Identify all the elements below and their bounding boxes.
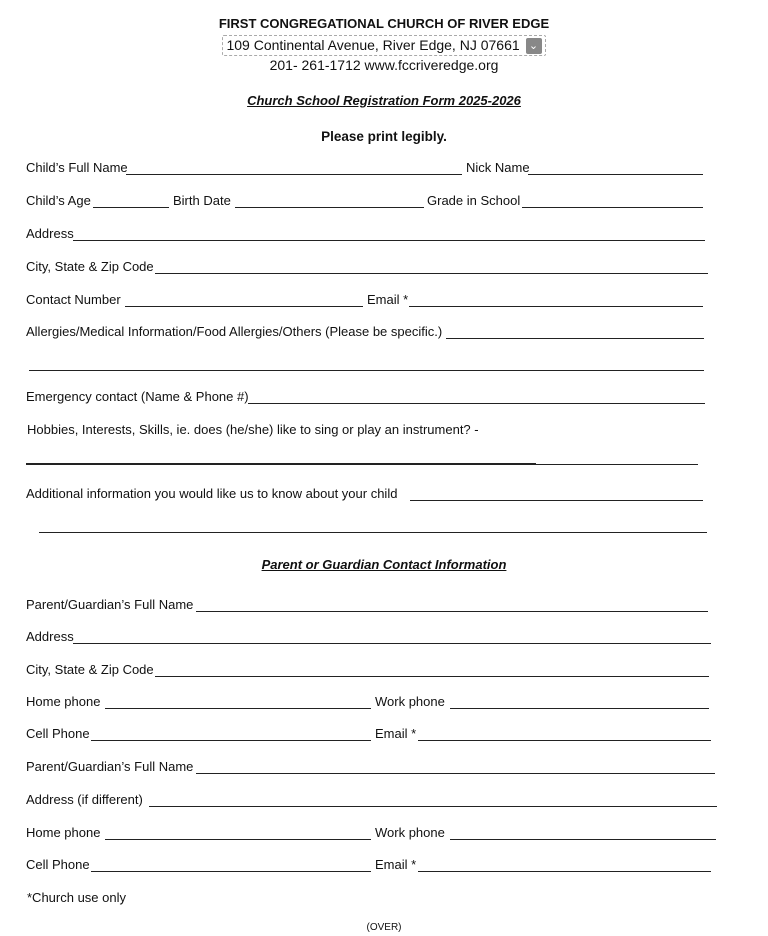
parent1-cell-phone-label: Cell Phone bbox=[26, 726, 90, 741]
parent2-full-name-field[interactable] bbox=[196, 773, 715, 774]
church-address-field[interactable] bbox=[222, 35, 545, 56]
nick-name-label: Nick Name bbox=[466, 160, 530, 175]
parent2-cell-phone-label: Cell Phone bbox=[26, 857, 90, 872]
child-city-field[interactable] bbox=[155, 273, 708, 274]
parent1-address-field[interactable] bbox=[73, 643, 711, 644]
form-title: Church School Registration Form 2025-2026 bbox=[247, 93, 521, 108]
parent1-address-label: Address bbox=[26, 629, 74, 644]
parent-section-title: Parent or Guardian Contact Information bbox=[261, 557, 507, 572]
church-name: FIRST CONGREGATIONAL CHURCH OF RIVER EDGE bbox=[218, 16, 550, 31]
church-use-footnote: *Church use only bbox=[27, 890, 126, 905]
parent2-cell-phone-field[interactable] bbox=[91, 871, 371, 872]
parent1-email-field[interactable] bbox=[418, 740, 711, 741]
parent1-city-field[interactable] bbox=[155, 676, 709, 677]
child-address-field[interactable] bbox=[73, 240, 705, 241]
child-address-label: Address bbox=[26, 226, 74, 241]
additional-info-label: Additional information you would like us to know about your child bbox=[26, 486, 398, 501]
emergency-contact-field[interactable] bbox=[248, 403, 705, 404]
parent1-full-name-field[interactable] bbox=[196, 611, 708, 612]
parent1-city-label: City, State & Zip Code bbox=[26, 662, 154, 677]
contact-number-label: Contact Number bbox=[26, 292, 121, 307]
church-phone-web: 201- 261-1712 www.fccriveredge.org bbox=[269, 57, 499, 73]
parent2-home-phone-field[interactable] bbox=[105, 839, 371, 840]
address-field-container bbox=[0, 35, 768, 56]
child-email-field[interactable] bbox=[409, 306, 703, 307]
hobbies-label: Hobbies, Interests, Skills, ie. does (he/she) like to sing or play an instrument? - bbox=[27, 422, 479, 437]
over-note: (OVER) bbox=[366, 922, 402, 933]
birth-date-label: Birth Date bbox=[173, 193, 231, 208]
child-email-label: Email * bbox=[367, 292, 409, 307]
contact-number-field[interactable] bbox=[125, 306, 363, 307]
parent1-home-phone-label: Home phone bbox=[26, 694, 101, 709]
nick-name-field[interactable] bbox=[528, 174, 703, 175]
hobbies-field-ext[interactable] bbox=[536, 464, 698, 465]
parent2-work-phone-label: Work phone bbox=[375, 825, 445, 840]
child-city-label: City, State & Zip Code bbox=[26, 259, 154, 274]
birth-date-field[interactable] bbox=[235, 207, 424, 208]
church-address-text: 109 Continental Avenue, River Edge, NJ 07661 bbox=[226, 37, 520, 53]
parent2-email-field[interactable] bbox=[418, 871, 711, 872]
grade-label: Grade in School bbox=[427, 193, 521, 208]
allergies-label: Allergies/Medical Information/Food Allergies/Others (Please be specific.) bbox=[26, 324, 443, 339]
allergies-field-line2[interactable] bbox=[29, 370, 704, 371]
parent2-address-label: Address (if different) bbox=[26, 792, 143, 807]
parent2-work-phone-field[interactable] bbox=[450, 839, 716, 840]
grade-field[interactable] bbox=[522, 207, 703, 208]
allergies-field[interactable] bbox=[446, 338, 704, 339]
parent1-email-label: Email * bbox=[375, 726, 417, 741]
parent2-email-label: Email * bbox=[375, 857, 417, 872]
parent2-address-field[interactable] bbox=[149, 806, 717, 807]
additional-info-field-line2[interactable] bbox=[39, 532, 707, 533]
child-full-name-field[interactable] bbox=[126, 174, 462, 175]
additional-info-field[interactable] bbox=[410, 500, 703, 501]
parent1-work-phone-field[interactable] bbox=[450, 708, 709, 709]
child-age-label: Child’s Age bbox=[26, 193, 91, 208]
child-full-name-label: Child’s Full Name bbox=[26, 160, 128, 175]
emergency-contact-label: Emergency contact (Name & Phone #) bbox=[26, 389, 249, 404]
parent2-home-phone-label: Home phone bbox=[26, 825, 101, 840]
parent1-cell-phone-field[interactable] bbox=[91, 740, 371, 741]
parent1-work-phone-label: Work phone bbox=[375, 694, 445, 709]
child-age-field[interactable] bbox=[93, 207, 169, 208]
print-instruction: Please print legibly. bbox=[321, 129, 447, 144]
parent2-full-name-label: Parent/Guardian’s Full Name bbox=[26, 759, 194, 774]
chevron-down-icon[interactable]: ⌄ bbox=[526, 38, 542, 54]
parent1-full-name-label: Parent/Guardian’s Full Name bbox=[26, 597, 194, 612]
hobbies-field[interactable] bbox=[26, 463, 536, 465]
parent1-home-phone-field[interactable] bbox=[105, 708, 371, 709]
